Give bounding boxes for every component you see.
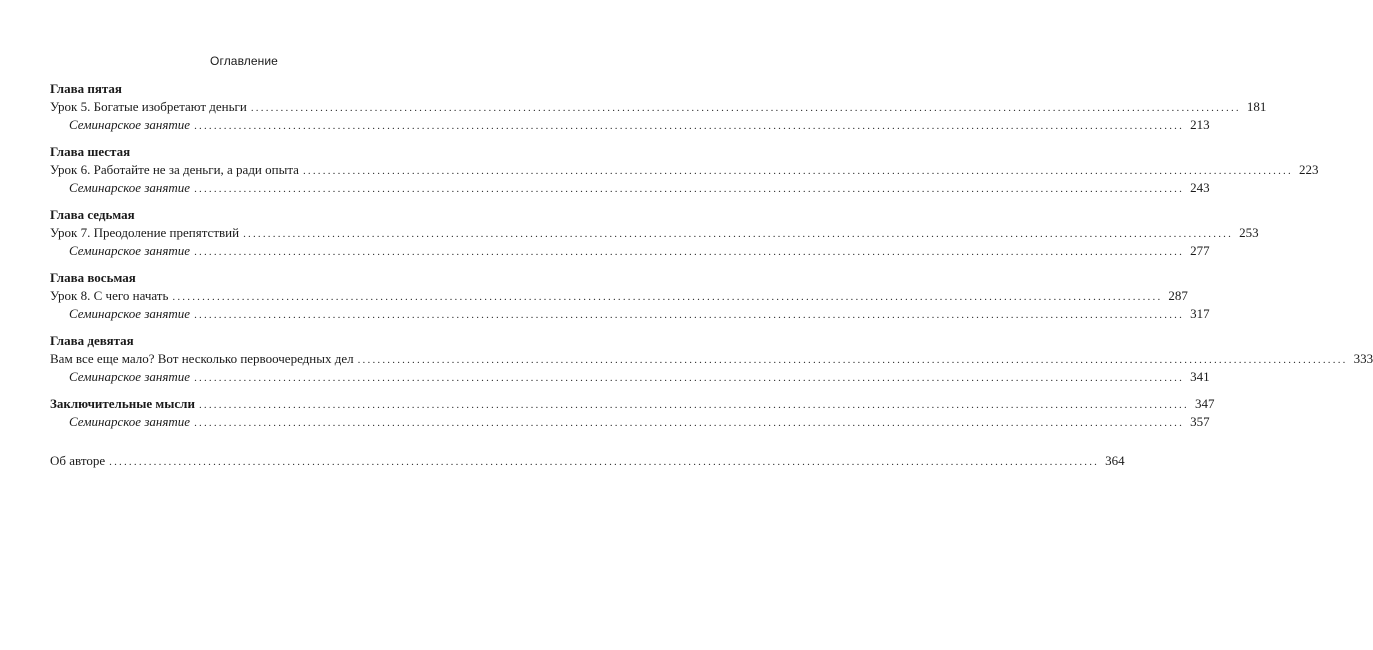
dot-leader: ........................................................................................................................................................................................................ [172, 291, 1163, 303]
toc-entry [50, 413, 1210, 431]
dot-leader: ........................................................................................................................................................................................................ [243, 228, 1234, 240]
entry-page-number: 277 [1190, 243, 1210, 258]
entry-page-number: 333 [1353, 351, 1373, 366]
dot-leader: ........................................................................................................................................................................................................ [194, 417, 1185, 429]
entry-label: Урок 7. Преодоление препятствий [50, 225, 240, 240]
toc-entry [50, 350, 1373, 368]
entry-label: Вам все еще мало? Вот несколько первоочередных дел [50, 351, 354, 366]
dot-leader: ........................................................................................................................................................................................................ [302, 165, 1293, 177]
chapter-heading: Глава пятая [50, 81, 122, 96]
dot-leader: ........................................................................................................................................................................................................ [194, 372, 1185, 384]
chapter-heading: Глава восьмая [50, 270, 136, 285]
toc-entry [50, 116, 1210, 134]
entry-page-number: 364 [1105, 453, 1125, 468]
toc-section [50, 332, 1373, 386]
entry-page-number: 213 [1190, 117, 1210, 132]
entry-page-number: 341 [1190, 369, 1210, 384]
entry-label: Урок 6. Работайте не за деньги, а ради опыта [50, 162, 299, 177]
dot-leader: ........................................................................................................................................................................................................ [198, 399, 1189, 411]
chapter-heading: Глава шестая [50, 144, 131, 159]
toc-entry [50, 179, 1210, 197]
entry-page-number: 181 [1246, 99, 1267, 114]
entry-label: Семинарское занятие [69, 306, 191, 321]
dot-leader: ........................................................................................................................................................................................................ [194, 309, 1185, 321]
toc-entry-about [50, 452, 1125, 470]
toc-entry [50, 161, 1319, 179]
toc-entry [50, 305, 1210, 323]
toc-entry [50, 224, 1259, 242]
toc-section [50, 269, 1210, 323]
dot-leader: ........................................................................................................................................................................................................ [357, 354, 1348, 366]
toc-entry [50, 287, 1188, 305]
dot-leader: ........................................................................................................................................................................................................ [250, 102, 1241, 114]
dot-leader: ........................................................................................................................................................................................................ [194, 120, 1185, 132]
entry-page-number: 287 [1168, 288, 1188, 303]
spacer [50, 440, 427, 452]
toc-entry [50, 98, 1267, 116]
toc-entry [50, 242, 1210, 260]
entry-label: Урок 8. С чего начать [50, 288, 169, 303]
toc-section [50, 206, 1259, 260]
entry-page-number: 253 [1239, 225, 1259, 240]
entry-label: Семинарское занятие [69, 180, 191, 195]
toc-section [50, 395, 1215, 431]
entry-page-number: 243 [1190, 180, 1210, 195]
chapter-heading: Глава девятая [50, 333, 134, 348]
entry-label: Заключительные мысли [50, 396, 195, 411]
entry-page-number: 357 [1190, 414, 1210, 429]
toc-section [50, 143, 1319, 197]
dot-leader: ........................................................................................................................................................................................................ [194, 183, 1185, 195]
entry-page-number: 317 [1190, 306, 1210, 321]
toc-title: Оглавление [210, 54, 278, 68]
entry-page-number: 223 [1298, 162, 1319, 177]
entry-label: Семинарское занятие [69, 243, 191, 258]
entry-page-number: 347 [1194, 396, 1215, 411]
entry-label: Семинарское занятие [69, 369, 191, 384]
entry-label: Семинарское занятие [69, 414, 191, 429]
toc-section [50, 80, 1267, 134]
toc-entry [50, 395, 1215, 413]
toc-entry [50, 368, 1210, 386]
dot-leader: ........................................................................................................................................................................................................ [109, 456, 1100, 468]
dot-leader: ........................................................................................................................................................................................................ [194, 246, 1185, 258]
table-of-contents [50, 80, 1373, 470]
entry-label: Об авторе [50, 453, 106, 468]
chapter-heading: Глава седьмая [50, 207, 135, 222]
entry-label: Семинарское занятие [69, 117, 191, 132]
entry-label: Урок 5. Богатые изобретают деньги [50, 99, 247, 114]
